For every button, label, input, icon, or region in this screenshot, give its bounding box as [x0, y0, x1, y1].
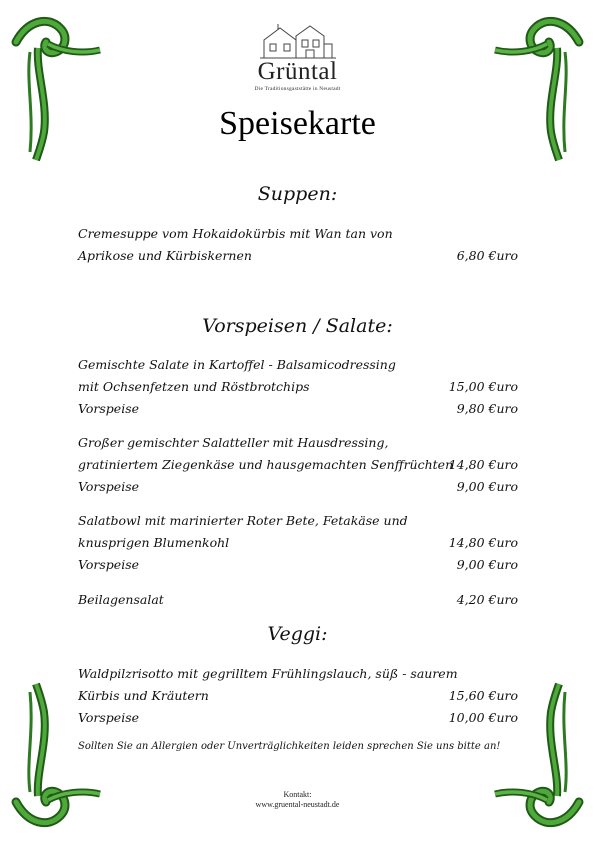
dish-text: Großer gemischter Salatteller mit Hausdressing,	[78, 435, 389, 450]
menu-line	[78, 511, 518, 530]
menu-line	[78, 686, 518, 705]
menu-line	[78, 355, 518, 374]
dish-text: mit Ochsenfetzen und Röstbrotchips	[78, 379, 310, 394]
dish-text: Waldpilzrisotto mit gegrilltem Frühlingslauch, süß - saurem	[78, 666, 458, 681]
dish-text: Salatbowl mit marinierter Roter Bete, Fetakäse und	[78, 513, 408, 528]
menu-line	[78, 555, 518, 574]
dish-text: Kürbis und Kräutern	[78, 688, 209, 703]
dish-text: Vorspeise	[78, 557, 140, 572]
menu-line	[78, 246, 518, 265]
house-icon	[258, 22, 338, 60]
dish-price: 14,80 €uro	[448, 457, 518, 472]
dish-price: 9,00 €uro	[456, 557, 518, 572]
dish-text: Vorspeise	[78, 401, 140, 416]
dish-price: 4,20 €uro	[456, 592, 518, 607]
dish-price: 10,00 €uro	[448, 710, 518, 725]
section-heading-vorspeisen: Vorspeisen / Salate:	[202, 315, 393, 337]
dish-text: Gemischte Salate in Kartoffel - Balsamicodressing	[78, 357, 396, 372]
menu-line	[78, 224, 518, 243]
menu-line	[78, 590, 518, 609]
menu-line	[78, 455, 518, 474]
contact-label: Kontakt:	[283, 790, 312, 799]
brand-subtitle: Die Traditionsgaststätte in Neustadt	[254, 86, 341, 92]
dish-text: Vorspeise	[78, 710, 140, 725]
section-heading-veggi: Veggi:	[267, 623, 328, 645]
restaurant-logo	[0, 22, 595, 93]
menu-line	[78, 708, 518, 727]
allergy-note: Sollten Sie an Allergien oder Unverträglichkeiten leiden sprechen Sie uns bitte an!	[78, 741, 501, 752]
dish-text: knusprigen Blumenkohl	[78, 535, 230, 550]
dish-text: Vorspeise	[78, 479, 140, 494]
brand-name: Grüntal	[257, 58, 338, 85]
dish-price: 9,00 €uro	[456, 479, 518, 494]
page-title: Speisekarte	[219, 105, 376, 142]
dish-price: 6,80 €uro	[456, 248, 518, 263]
section-heading-suppen: Suppen:	[257, 183, 338, 205]
dish-price: 9,80 €uro	[456, 401, 518, 416]
dish-text: Cremesuppe vom Hokaidokürbis mit Wan tan von	[78, 226, 393, 241]
dish-price: 14,80 €uro	[448, 535, 518, 550]
dish-text: Beilagensalat	[78, 592, 164, 607]
dish-text: gratiniertem Ziegenkäse und hausgemachten Senffrüchten	[78, 457, 454, 472]
contact-block	[0, 790, 595, 810]
menu-line	[78, 433, 518, 452]
menu-line	[78, 477, 518, 496]
menu-line	[78, 377, 518, 396]
dish-text: Aprikose und Kürbiskernen	[78, 248, 252, 263]
dish-price: 15,00 €uro	[448, 379, 518, 394]
dish-price: 15,60 €uro	[448, 688, 518, 703]
contact-url[interactable]: www.gruental-neustadt.de	[255, 800, 340, 809]
menu-line	[78, 533, 518, 552]
menu-line	[78, 399, 518, 418]
menu-line	[78, 664, 518, 683]
